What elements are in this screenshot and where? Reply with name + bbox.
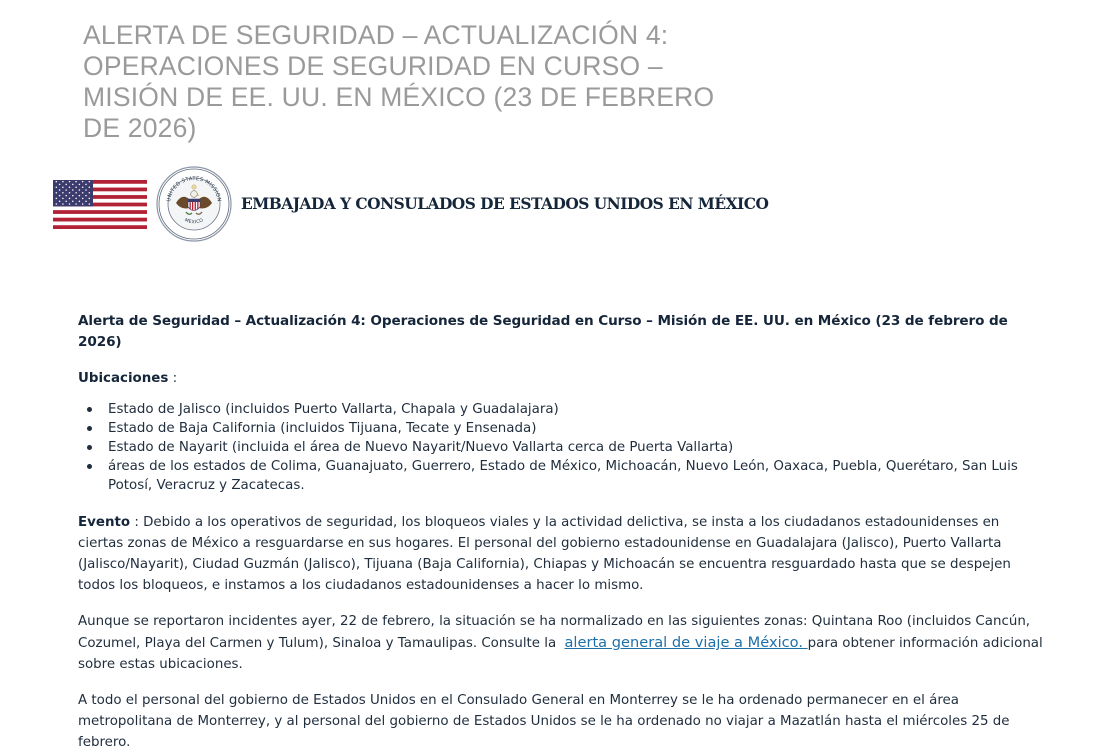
seal-text-bottom: MEXICO (183, 218, 205, 226)
list-item: Estado de Baja California (incluidos Tijuana, Tecate y Ensenada) (108, 419, 1048, 438)
org-name: EMBAJADA Y CONSULADOS DE ESTADOS UNIDOS EN MÉXICO (241, 195, 769, 213)
list-item: Estado de Jalisco (incluidos Puerto Vallarta, Chapala y Guadalajara) (108, 400, 1048, 419)
locations-list (78, 400, 1048, 495)
us-mission-seal-icon (156, 166, 232, 242)
list-item: Estado de Nayarit (incluida el área de Nuevo Nayarit/Nuevo Vallarta cerca de Puerta Vallarta) (108, 438, 1048, 457)
alert-body (78, 311, 1048, 753)
locations-suffix: : (168, 371, 178, 386)
monterrey-paragraph: A todo el personal del gobierno de Estados Unidos en el Consulado General en Monterrey se le ha ordenado permanecer en el área metropolitana de Monterrey, y al personal del gobierno de Estados Unidos se le ha ordenado no viajar a Mazatlán hasta el miércoles 25 de febrero. (78, 693, 1010, 750)
seal-text-top: UNITED STATES MISSION (166, 175, 222, 203)
us-flag-icon (53, 180, 147, 229)
travel-advisory-link[interactable]: alerta general de viaje a México. (564, 634, 808, 651)
page-title: ALERTA DE SEGURIDAD – ACTUALIZACIÓN 4: OPERACIONES DE SEGURIDAD EN CURSO – MISIÓN DE EE. UU. EN MÉXICO (23 DE FEBRERO DE 2026) (83, 20, 715, 143)
locations-heading (78, 368, 1048, 389)
incidents-text-before: Aunque se reportaron incidentes ayer, 22 de febrero, la situación se ha normalizado en las siguientes zonas: Quintana Roo (incluidos Cancún, Cozumel, Playa del Carmen y Tulum), Sinaloa y Tamaulipas. Consulte la (78, 614, 1031, 651)
letterhead (53, 166, 768, 242)
event-paragraph (78, 512, 1048, 596)
event-label: Evento (78, 515, 131, 530)
list-item: áreas de los estados de Colima, Guanajuato, Guerrero, Estado de México, Michoacán, Nuevo León, Oaxaca, Puebla, Querétaro, San Luis Potosí, Veracruz y Zacatecas. (108, 457, 1048, 495)
incidents-paragraph (78, 611, 1048, 675)
locations-label: Ubicaciones (78, 371, 169, 386)
incidents-text-after: para obtener información adicional sobre estas ubicaciones. (78, 636, 1043, 672)
alert-heading: Alerta de Seguridad – Actualización 4: Operaciones de Seguridad en Curso – Misión de EE. UU. en México (23 de febrero de 2026) (78, 313, 1008, 350)
event-text: : Debido a los operativos de seguridad, los bloqueos viales y la actividad delictiva, se insta a los ciudadanos estadounidenses en ciertas zonas de México a resguardarse en sus hogares. El personal del gobierno estadounidense en Guadalajara (Jalisco), Puerto Vallarta (Jalisco/Nayarit), Ciudad Guzmán (Jalisco), Tijuana (Baja California), Chiapas y Michoacán se encuentra resguardado hasta que se despejen todos los bloqueos, e instamos a los ciudadanos estadounidenses a hacer lo mismo. (78, 515, 1011, 593)
